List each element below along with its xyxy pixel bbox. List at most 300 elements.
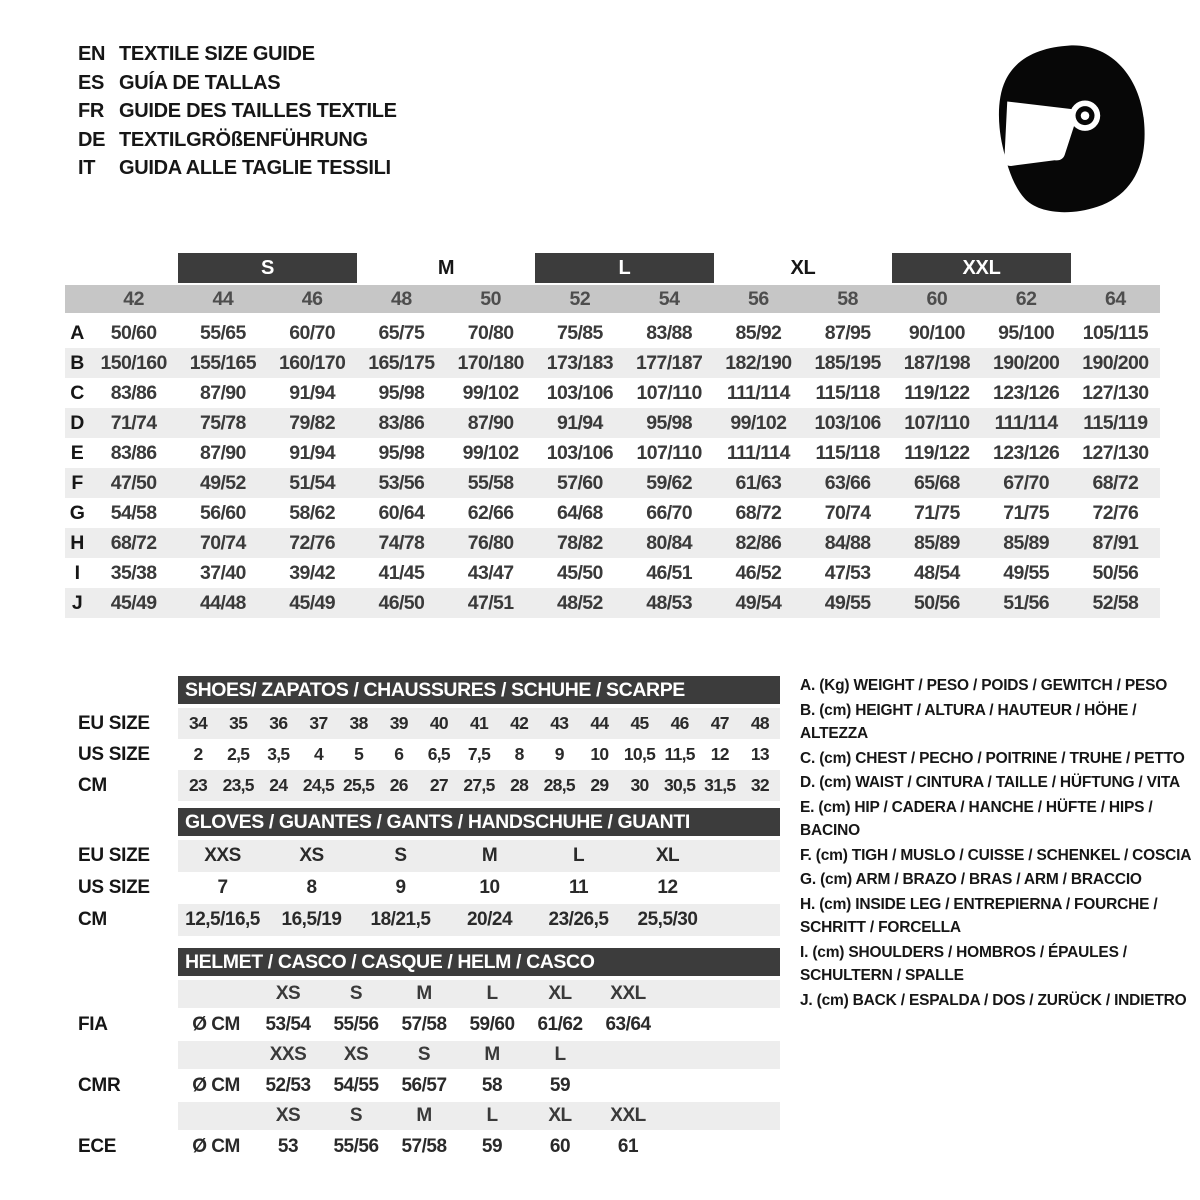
shoes-value-cell: 3,5 xyxy=(267,744,290,764)
shoes-value-cell: 29 xyxy=(579,770,619,801)
helmet-value-cell: 52/53 xyxy=(265,1074,311,1096)
filler-cell xyxy=(662,1069,780,1102)
gloves-value-cell: S xyxy=(356,840,445,872)
gloves-value-cell: 12,5/16,5 xyxy=(178,904,267,936)
shoes-value-cell: 47 xyxy=(700,708,740,739)
legend-item-g: G. (cm) ARM / BRAZO / BRAS / ARM / BRACCIO xyxy=(800,871,1142,888)
numeric-size-header: 50 xyxy=(480,287,501,310)
shoes-value-cell: 28,5 xyxy=(539,770,579,801)
size-value-cell: 173/183 xyxy=(546,351,614,374)
size-value-cell: 45/50 xyxy=(556,561,603,584)
shoes-row-1 xyxy=(78,708,780,739)
gloves-row-2 xyxy=(78,872,780,904)
helmet-value-cell: 58 xyxy=(481,1074,503,1096)
size-value-cell: 70/74 xyxy=(199,531,246,554)
unit-cell: Ø CM xyxy=(192,1013,240,1035)
filler-cell xyxy=(712,904,780,936)
bar-spacer xyxy=(78,948,178,976)
helmet-size-header: XS xyxy=(254,980,322,1008)
numeric-size-header: 52 xyxy=(569,287,591,310)
helmet-size-header: XS xyxy=(322,1041,390,1069)
size-value-cell: 103/106 xyxy=(546,441,614,464)
shoes-value-cell: 48 xyxy=(740,708,780,739)
language-title-block xyxy=(78,40,397,183)
spacer-cell xyxy=(178,1041,254,1069)
size-value-cell: 55/65 xyxy=(199,321,246,344)
size-value-cell: 127/130 xyxy=(1082,441,1149,464)
filler-cell xyxy=(662,1130,780,1163)
helmet-size-header: XXL xyxy=(594,980,662,1008)
shoes-value-cell: 38 xyxy=(339,708,379,739)
size-value-cell: 66/70 xyxy=(646,501,693,524)
filler-cell xyxy=(662,980,780,1008)
filler-cell xyxy=(662,1102,780,1130)
row-label: US SIZE xyxy=(78,877,150,898)
size-value-cell: 99/102 xyxy=(462,381,519,404)
title-text: GUIDA ALLE TAGLIE TESSILI xyxy=(119,157,391,179)
shoes-value-cell: 2,5 xyxy=(227,744,250,764)
spacer-cell xyxy=(78,1102,178,1130)
size-value-cell: 95/100 xyxy=(998,321,1055,344)
gloves-row-1 xyxy=(78,840,780,872)
numeric-size-header: 62 xyxy=(1015,287,1037,310)
size-value-cell: 75/78 xyxy=(199,411,246,434)
shoes-value-cell: 27 xyxy=(419,770,459,801)
size-value-cell: 187/198 xyxy=(903,351,971,374)
size-value-cell: 68/72 xyxy=(735,501,782,524)
gloves-value-cell: XXS xyxy=(178,840,267,872)
size-value-cell: 123/126 xyxy=(992,381,1060,404)
shoes-value-cell: 41 xyxy=(459,708,499,739)
numeric-size-header: 58 xyxy=(837,287,858,310)
size-value-cell: 103/106 xyxy=(814,411,881,434)
size-value-cell: 47/50 xyxy=(110,471,157,494)
size-value-cell: 155/165 xyxy=(189,351,257,374)
size-value-cell: 71/74 xyxy=(110,411,157,434)
title-bar-row xyxy=(78,808,780,836)
shoes-row-3 xyxy=(78,770,780,801)
measure-row-e xyxy=(65,438,1160,468)
size-value-cell: 57/60 xyxy=(556,471,603,494)
shoes-value-cell: 45 xyxy=(619,708,659,739)
gloves-value-cell: 7 xyxy=(217,877,228,898)
shoes-value-cell: 10,5 xyxy=(623,744,656,764)
size-value-cell: 107/110 xyxy=(904,411,970,434)
size-value-cell: 56/60 xyxy=(199,501,246,524)
size-value-cell: 99/102 xyxy=(462,441,519,464)
shoes-table xyxy=(78,676,780,801)
legend-item-a: A. (Kg) WEIGHT / PESO / POIDS / GEWITCH / PESO xyxy=(800,677,1168,694)
row-letter: D xyxy=(70,411,84,434)
gloves-title: GLOVES / GUANTES / GANTS / HANDSCHUHE / GUANTI xyxy=(178,808,780,836)
shoes-value-cell: 4 xyxy=(313,744,323,764)
numeric-size-header: 44 xyxy=(212,287,234,310)
size-value-cell: 111/114 xyxy=(726,441,790,464)
gloves-value-cell: 9 xyxy=(395,877,406,898)
measure-row-f xyxy=(65,468,1160,498)
standard-label: ECE xyxy=(78,1135,117,1157)
size-value-cell: 37/40 xyxy=(199,561,246,584)
shoes-value-cell: 44 xyxy=(579,708,619,739)
size-value-cell: 165/175 xyxy=(368,351,435,374)
size-value-cell: 82/86 xyxy=(735,531,782,554)
row-label: US SIZE xyxy=(78,743,150,765)
row-label: CM xyxy=(78,909,107,930)
helmet-size-header xyxy=(594,1041,662,1069)
size-value-cell: 111/114 xyxy=(994,411,1058,434)
gloves-row-3 xyxy=(78,904,780,936)
size-value-cell: 85/92 xyxy=(735,321,782,344)
size-group-row xyxy=(65,253,1160,283)
spacer-cell xyxy=(178,980,254,1008)
filler-cell xyxy=(662,1041,780,1069)
shoes-value-cell: 13 xyxy=(750,744,769,764)
size-group-m: M xyxy=(437,256,455,279)
helmet-size-header: XL xyxy=(526,1102,594,1130)
helmet-value-cell: 57/58 xyxy=(401,1135,447,1157)
size-value-cell: 160/170 xyxy=(278,351,346,374)
spacer-cell xyxy=(78,980,178,1008)
language-code: ES xyxy=(78,71,105,94)
gloves-table xyxy=(78,808,780,936)
shoes-value-cell: 24,5 xyxy=(298,770,338,801)
size-value-cell: 127/130 xyxy=(1082,381,1149,404)
size-group-s: S xyxy=(178,253,357,283)
row-label: CM xyxy=(78,774,107,796)
language-code: DE xyxy=(78,128,106,151)
size-value-cell: 107/110 xyxy=(636,381,702,404)
helmet-size-header: XXS xyxy=(254,1041,322,1069)
size-value-cell: 115/119 xyxy=(1083,411,1148,434)
size-value-cell: 91/94 xyxy=(289,381,336,404)
size-value-cell: 74/78 xyxy=(378,531,425,554)
size-value-cell: 48/54 xyxy=(913,561,960,584)
size-value-cell: 85/89 xyxy=(1003,531,1050,554)
spacer-cell xyxy=(78,1041,178,1069)
size-value-cell: 51/56 xyxy=(1003,591,1050,614)
size-value-cell: 61/63 xyxy=(735,471,782,494)
shoes-value-cell: 31,5 xyxy=(700,770,740,801)
main-size-table xyxy=(65,253,1160,618)
numeric-size-header: 60 xyxy=(926,287,948,310)
numeric-size-header: 42 xyxy=(123,287,144,310)
numeric-size-header: 56 xyxy=(748,287,769,310)
helmet-value-cell: 63/64 xyxy=(605,1013,651,1035)
helmet-value-cell: 53/54 xyxy=(265,1013,311,1035)
size-value-cell: 115/118 xyxy=(815,381,880,404)
helmet-data-row-cmr xyxy=(78,1069,780,1102)
size-value-cell: 48/53 xyxy=(646,591,693,614)
size-group-xxl: XXL xyxy=(892,253,1071,283)
size-value-cell: 84/88 xyxy=(824,531,871,554)
filler-cell xyxy=(712,840,780,872)
title-text: GUÍA DE TALLAS xyxy=(119,71,281,94)
size-value-cell: 60/70 xyxy=(289,321,336,344)
size-value-cell: 83/86 xyxy=(378,411,425,434)
size-value-cell: 87/90 xyxy=(199,441,246,464)
legend-item-b: B. (cm) HEIGHT / ALTURA / HAUTEUR / HÖHE / ALTEZZA xyxy=(800,701,1137,742)
shoes-value-cell: 23,5 xyxy=(218,770,258,801)
helmet-value-cell: 56/57 xyxy=(401,1074,447,1096)
gloves-value-cell: 23/26,5 xyxy=(534,904,623,936)
size-value-cell: 62/66 xyxy=(467,501,514,524)
gloves-value-cell: 12 xyxy=(657,877,678,898)
size-value-cell: 50/60 xyxy=(110,321,157,344)
helmet-title: HELMET / CASCO / CASQUE / HELM / CASCO xyxy=(178,948,780,976)
size-value-cell: 54/58 xyxy=(110,501,157,524)
shoes-row-2 xyxy=(78,739,780,770)
helmet-value-cell: 61/62 xyxy=(537,1013,583,1035)
size-value-cell: 68/72 xyxy=(110,531,157,554)
helmet-size-header: S xyxy=(322,1102,390,1130)
size-value-cell: 64/68 xyxy=(556,501,603,524)
measure-row-b xyxy=(65,348,1160,378)
title-bar-row xyxy=(78,948,780,976)
size-value-cell: 95/98 xyxy=(378,441,425,464)
shoes-value-cell: 42 xyxy=(499,708,539,739)
gloves-value-cell: L xyxy=(534,840,623,872)
size-value-cell: 63/66 xyxy=(824,471,871,494)
helmet-size-header: L xyxy=(458,980,526,1008)
shoes-value-cell: 46 xyxy=(660,708,700,739)
helmet-value-cell: 55/56 xyxy=(333,1135,379,1157)
size-value-cell: 71/75 xyxy=(913,501,960,524)
title-text: TEXTILGRÖßENFÜHRUNG xyxy=(119,128,368,151)
size-value-cell: 46/52 xyxy=(735,561,782,584)
row-letter: F xyxy=(71,471,83,494)
shoes-value-cell: 23 xyxy=(178,770,218,801)
row-letter: J xyxy=(71,591,83,614)
helmet-value-cell: 60 xyxy=(549,1135,571,1157)
size-value-cell: 107/110 xyxy=(636,441,702,464)
unit-cell: Ø CM xyxy=(192,1135,240,1157)
helmet-value-cell: 59 xyxy=(481,1135,503,1157)
size-value-cell: 67/70 xyxy=(1003,471,1050,494)
size-value-cell: 75/85 xyxy=(556,321,603,344)
helmet-value-cell: 61 xyxy=(617,1135,639,1157)
measure-row-d xyxy=(65,408,1160,438)
spacer-cell xyxy=(178,1102,254,1130)
size-value-cell: 87/90 xyxy=(467,411,514,434)
legend-item-e: E. (cm) HIP / CADERA / HANCHE / HÜFTE / HIPS / BACINO xyxy=(800,798,1153,839)
size-value-cell: 150/160 xyxy=(100,351,167,374)
gloves-value-cell: 8 xyxy=(306,877,317,898)
title-text: GUIDE DES TAILLES TEXTILE xyxy=(119,100,397,122)
measure-row-j xyxy=(65,588,1160,618)
shoes-value-cell: 25,5 xyxy=(339,770,379,801)
size-value-cell: 91/94 xyxy=(556,411,603,434)
size-value-cell: 41/45 xyxy=(378,561,425,584)
shoes-value-cell: 11,5 xyxy=(664,744,695,764)
size-value-cell: 48/52 xyxy=(556,591,603,614)
helmet-size-header: S xyxy=(322,980,390,1008)
shoes-value-cell: 5 xyxy=(354,744,364,764)
helmet-size-header: L xyxy=(526,1041,594,1069)
legend-item-d: D. (cm) WAIST / CINTURA / TAILLE / HÜFTUNG / VITA xyxy=(800,774,1180,791)
size-value-cell: 119/122 xyxy=(904,441,970,464)
size-value-cell: 190/200 xyxy=(992,351,1060,374)
size-value-cell: 190/200 xyxy=(1082,351,1149,374)
size-value-cell: 47/53 xyxy=(824,561,871,584)
shoes-value-cell: 36 xyxy=(258,708,298,739)
title-line-en xyxy=(78,40,397,69)
gloves-value-cell: 16,5/19 xyxy=(267,904,356,936)
size-value-cell: 119/122 xyxy=(904,381,970,404)
shoes-value-cell: 6 xyxy=(394,744,404,764)
size-value-cell: 49/55 xyxy=(824,591,871,614)
size-value-cell: 95/98 xyxy=(378,381,425,404)
filler-cell xyxy=(712,872,780,904)
measure-row-h xyxy=(65,528,1160,558)
size-value-cell: 87/91 xyxy=(1092,531,1139,554)
size-value-cell: 44/48 xyxy=(199,591,246,614)
helmet-sizes-row-cmr xyxy=(78,1041,780,1069)
language-code: IT xyxy=(78,157,96,179)
size-value-cell: 49/54 xyxy=(735,591,782,614)
legend-item-f: F. (cm) TIGH / MUSLO / CUISSE / SCHENKEL / COSCIA xyxy=(800,846,1192,864)
row-label: EU SIZE xyxy=(78,712,150,734)
size-value-cell: 83/86 xyxy=(110,441,157,464)
language-code: EN xyxy=(78,43,106,65)
racing-helmet-icon xyxy=(972,36,1162,225)
gloves-value-cell: 10 xyxy=(479,877,500,898)
shoes-value-cell: 2 xyxy=(193,744,203,764)
helmet-value-cell: 55/56 xyxy=(333,1013,379,1035)
measure-row-c xyxy=(65,378,1160,408)
size-value-cell: 51/54 xyxy=(289,471,336,494)
row-letter: H xyxy=(70,531,84,554)
shoes-value-cell: 7,5 xyxy=(467,744,491,764)
shoes-value-cell: 24 xyxy=(258,770,298,801)
shoes-value-cell: 9 xyxy=(554,744,564,764)
size-value-cell: 35/38 xyxy=(110,561,157,584)
size-value-cell: 49/52 xyxy=(199,471,246,494)
size-value-cell: 70/74 xyxy=(824,501,871,524)
helmet-data-row-ece xyxy=(78,1130,780,1163)
gloves-value-cell: XS xyxy=(267,840,356,872)
shoes-value-cell: 43 xyxy=(539,708,579,739)
title-line-fr xyxy=(78,97,397,126)
size-value-cell: 103/106 xyxy=(546,381,614,404)
row-label: EU SIZE xyxy=(78,845,150,866)
helmet-value-cell: 57/58 xyxy=(401,1013,447,1035)
helmet-size-header: M xyxy=(458,1041,526,1069)
spacer-cell xyxy=(65,285,89,313)
helmet-size-header: M xyxy=(390,980,458,1008)
helmet-size-header: L xyxy=(458,1102,526,1130)
numeric-size-row xyxy=(65,285,1160,313)
size-value-cell: 105/115 xyxy=(1082,321,1148,344)
standard-label: CMR xyxy=(78,1074,121,1096)
standard-label: FIA xyxy=(78,1013,108,1035)
title-text: TEXTILE SIZE GUIDE xyxy=(119,43,315,65)
legend-item-i: I. (cm) SHOULDERS / HOMBROS / ÉPAULES / SCHULTERN / SPALLE xyxy=(800,943,1127,984)
shoes-value-cell: 39 xyxy=(379,708,419,739)
size-group-l: L xyxy=(535,253,714,283)
row-letter: C xyxy=(70,381,84,404)
size-value-cell: 58/62 xyxy=(289,501,336,524)
size-value-cell: 39/42 xyxy=(289,561,336,584)
measure-row-a xyxy=(65,318,1160,348)
size-value-cell: 47/51 xyxy=(467,591,514,614)
helmet-size-header: XS xyxy=(254,1102,322,1130)
shoes-value-cell: 27,5 xyxy=(459,770,499,801)
helmet-value-cell: 54/55 xyxy=(333,1074,379,1096)
size-value-cell: 52/58 xyxy=(1092,591,1139,614)
language-code: FR xyxy=(78,100,105,122)
size-value-cell: 87/95 xyxy=(824,321,871,344)
helmet-sizes-row-fia xyxy=(78,980,780,1008)
numeric-size-header: 46 xyxy=(301,287,323,310)
size-value-cell: 80/84 xyxy=(646,531,693,554)
gloves-value-cell: 11 xyxy=(568,877,589,898)
title-line-es xyxy=(78,69,397,98)
shoes-value-cell: 28 xyxy=(499,770,539,801)
shoes-value-cell: 10 xyxy=(590,744,609,764)
gloves-value-cell: XL xyxy=(623,840,712,872)
size-value-cell: 115/118 xyxy=(815,441,880,464)
title-line-it xyxy=(78,154,397,183)
shoes-value-cell: 40 xyxy=(419,708,459,739)
size-value-cell: 53/56 xyxy=(378,471,425,494)
size-value-cell: 68/72 xyxy=(1092,471,1139,494)
size-value-cell: 49/55 xyxy=(1003,561,1050,584)
numeric-size-header: 54 xyxy=(658,287,680,310)
shoes-value-cell: 37 xyxy=(298,708,338,739)
helmet-table xyxy=(78,948,780,1163)
helmet-value-cell: 59 xyxy=(549,1074,571,1096)
size-value-cell: 83/88 xyxy=(646,321,693,344)
size-value-cell: 43/47 xyxy=(467,561,514,584)
gloves-value-cell: M xyxy=(445,840,534,872)
helmet-sizes-row-ece xyxy=(78,1102,780,1130)
size-value-cell: 182/190 xyxy=(725,351,792,374)
shoes-value-cell: 6,5 xyxy=(427,744,450,764)
unit-cell: Ø CM xyxy=(192,1074,240,1096)
shoes-title: SHOES/ ZAPATOS / CHAUSSURES / SCHUHE / SCARPE xyxy=(178,676,780,704)
helmet-value-cell: 53 xyxy=(277,1135,299,1157)
size-value-cell: 83/86 xyxy=(110,381,157,404)
row-letter: B xyxy=(70,351,84,374)
shoes-value-cell: 12 xyxy=(710,744,729,764)
numeric-size-header: 64 xyxy=(1105,287,1126,310)
size-value-cell: 87/90 xyxy=(199,381,246,404)
filler-cell xyxy=(662,1008,780,1041)
size-value-cell: 91/94 xyxy=(289,441,336,464)
measurement-legend xyxy=(800,674,1200,1013)
helmet-size-header: M xyxy=(390,1102,458,1130)
size-value-cell: 185/195 xyxy=(814,351,881,374)
row-letter: I xyxy=(74,561,80,584)
shoes-value-cell: 8 xyxy=(514,744,524,764)
size-value-cell: 60/64 xyxy=(378,501,425,524)
size-value-cell: 90/100 xyxy=(908,321,965,344)
size-value-cell: 45/49 xyxy=(110,591,157,614)
row-letter: G xyxy=(69,501,85,524)
helmet-value-cell xyxy=(594,1069,662,1102)
helmet-value-cell: 59/60 xyxy=(469,1013,515,1035)
shoes-value-cell: 35 xyxy=(218,708,258,739)
title-line-de xyxy=(78,126,397,155)
shoes-value-cell: 26 xyxy=(379,770,419,801)
gloves-value-cell: 20/24 xyxy=(445,904,534,936)
size-value-cell: 45/49 xyxy=(289,591,336,614)
title-bar-row xyxy=(78,676,780,704)
size-value-cell: 59/62 xyxy=(646,471,693,494)
size-value-cell: 65/75 xyxy=(378,321,425,344)
bar-spacer xyxy=(78,676,178,704)
legend-item-c: C. (cm) CHEST / PECHO / POITRINE / TRUHE / PETTO xyxy=(800,749,1185,767)
